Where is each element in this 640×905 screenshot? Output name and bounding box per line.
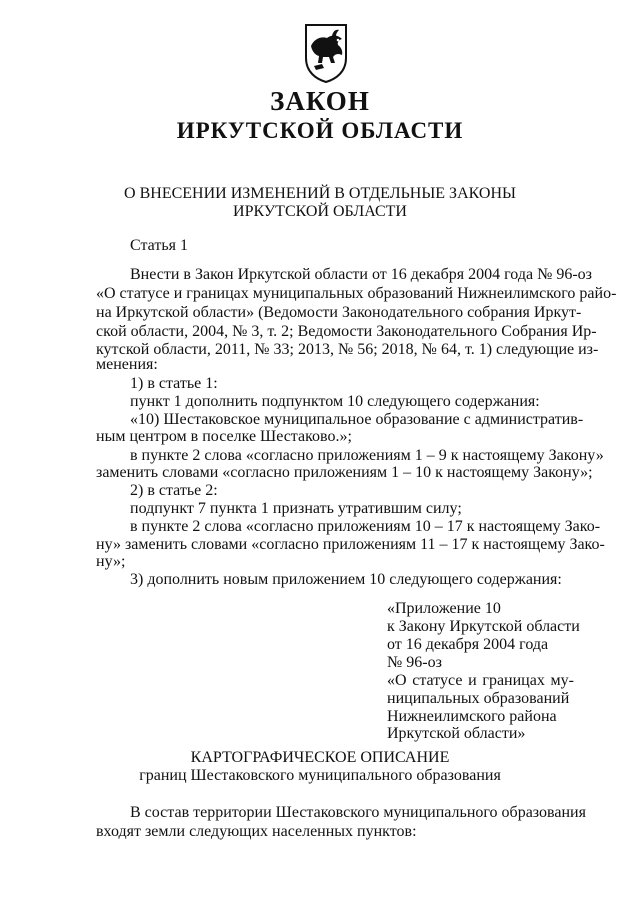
appendix-line: «Приложение 10 xyxy=(387,600,501,617)
body-line: «О статусе и границах муниципальных образований Нижнеилимского райо- xyxy=(96,285,617,302)
body-line: подпункт 7 пункта 1 признать утратившим силу; xyxy=(130,500,462,517)
law-subtitle: О ВНЕСЕНИИ ИЗМЕНЕНИЙ В ОТДЕЛЬНЫЕ ЗАКОНЫ xyxy=(124,185,516,202)
appendix-line: ниципальных образований xyxy=(387,690,570,707)
body-line: в пункте 2 слова «согласно приложениям 10 – 17 к настоящему Зако- xyxy=(130,518,601,535)
appendix-line: Нижнеилимского района xyxy=(387,708,557,725)
body-line: 3) дополнить новым приложением 10 следующего содержания: xyxy=(130,571,562,588)
body-line: кутской области, 2011, № 33; 2013, № 56; 2018, № 64, т. 1) следующие из- xyxy=(96,341,599,358)
coat-of-arms-icon xyxy=(302,22,350,84)
body-line: пункт 1 дополнить подпунктом 10 следующего содержания: xyxy=(130,393,540,410)
body-line: ской области, 2004, № 3, т. 2; Ведомости Законодательного Собрания Ир- xyxy=(96,323,597,340)
body-line: в пункте 2 слова «согласно приложениям 1 – 9 к настоящему Закону» xyxy=(130,447,604,464)
body-line: заменить словами «согласно приложениям 1 – 10 к настоящему Закону»; xyxy=(96,464,593,481)
article-heading: Статья 1 xyxy=(130,237,188,254)
description-paragraph: В состав территории Шестаковского муниципального образования xyxy=(130,804,586,821)
law-subtitle: ИРКУТСКОЙ ОБЛАСТИ xyxy=(233,203,407,220)
body-line: ным центром в поселке Шестаково.»; xyxy=(96,428,352,445)
appendix-line: Иркутской области» xyxy=(387,725,526,742)
appendix-line: к Закону Иркутской области xyxy=(387,618,580,635)
body-line: 1) в статье 1: xyxy=(130,375,218,392)
appendix-line: от 16 декабря 2004 года xyxy=(387,636,549,653)
description-subheading: границ Шестаковского муниципального образования xyxy=(139,767,501,784)
body-line: Внести в Закон Иркутской области от 16 декабря 2004 года № 96-оз xyxy=(130,266,592,283)
document-title-region: ИРКУТСКОЙ ОБЛАСТИ xyxy=(176,118,464,143)
body-line: 2) в статье 2: xyxy=(130,482,218,499)
document-title: ЗАКОН xyxy=(270,86,370,116)
description-paragraph: входят земли следующих населенных пунктов: xyxy=(96,823,417,840)
body-line: на Иркутской области» (Ведомости Законодательного собрания Иркут- xyxy=(96,304,582,321)
body-line: «10) Шестаковское муниципальное образование с административ- xyxy=(130,411,584,428)
appendix-line: «О статусе и границах му- xyxy=(387,672,574,689)
body-line: ну»; xyxy=(96,553,126,570)
appendix-line: № 96-оз xyxy=(387,654,442,671)
body-line: ну» заменить словами «согласно приложениям 11 – 17 к настоящему Зако- xyxy=(96,536,605,553)
description-heading: КАРТОГРАФИЧЕСКОЕ ОПИСАНИЕ xyxy=(190,749,450,766)
body-line: менения: xyxy=(96,356,158,373)
